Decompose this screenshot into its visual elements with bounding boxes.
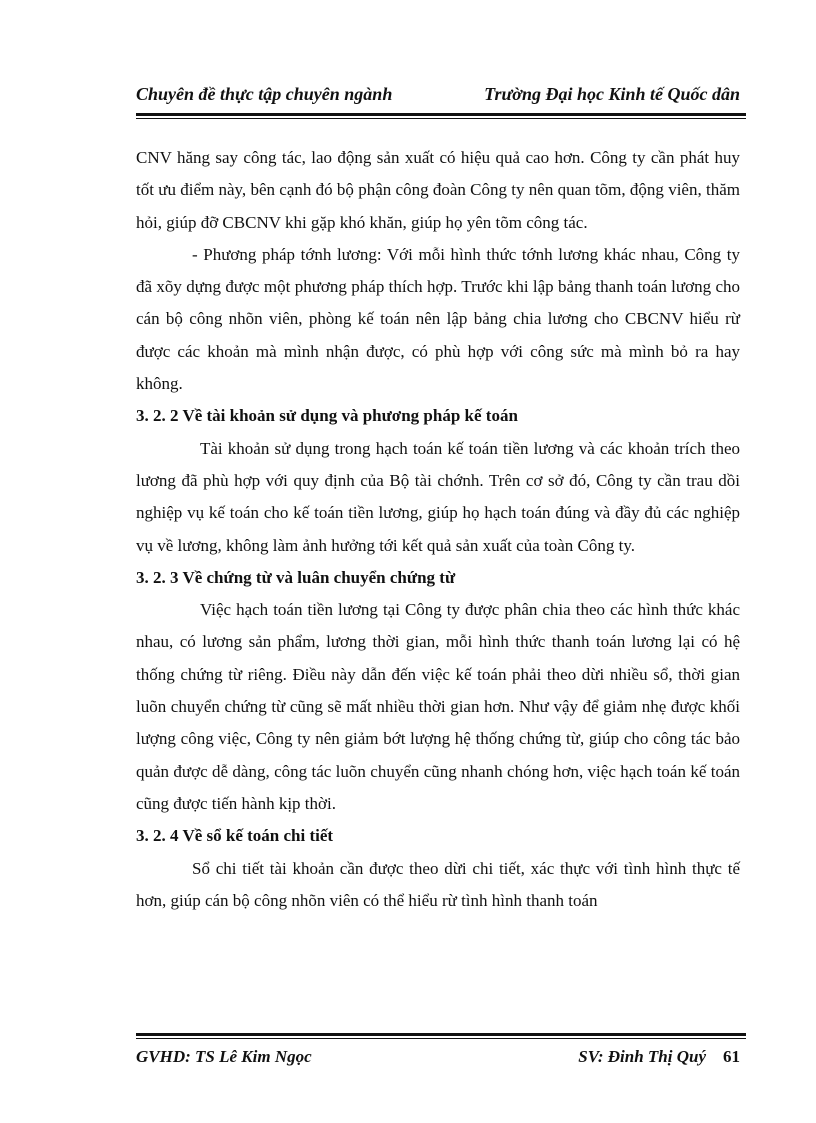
- page-footer: [136, 1047, 740, 1073]
- section-heading-3-2-2: 3. 2. 2 Về tài khoản sử dụng và phương pháp kế toán: [136, 406, 518, 426]
- paragraph-4: Việc hạch toán tiền lương tại Công ty được phân chia theo các hình thức khác nhau, có lương sản phẩm, lương thời gian, mỗi hình thức thanh toán lương lại có hệ thống chứng từ riêng. Điều này dẫn đến việc kế toán phải theo dừi nhiều sổ, thời gian luõn chuyển chứng từ cũng sẽ mất nhiều thời gian hơn. Như vậy để giảm nhẹ được khối lượng công việc, Công ty nên giảm bớt lượng hệ thống chứng từ, giúp cho công tác bảo quản được dễ dàng, công tác luõn chuyển cũng nhanh chóng hơn, việc hạch toán kế toán cũng được tiến hành kịp thời.: [136, 600, 740, 813]
- paragraph-5: Sổ chi tiết tài khoản cần được theo dừi chi tiết, xác thực với tình hình thực tế hơn, giúp cán bộ công nhõn viên có thể hiểu rừ tình hình thanh toán: [136, 858, 740, 910]
- paragraph-3: Tài khoản sử dụng trong hạch toán kế toán tiền lương và các khoản trích theo lương đã phù hợp với quy định của Bộ tài chớnh. Trên cơ sở đó, Công ty cần trau dồi nghiệp vụ kế toán cho kế toán tiền lương, giúp họ hạch toán đúng và đầy đủ các nghiệp vụ về lương, không làm ảnh hưởng tới kết quả sản xuất của toàn Công ty.: [136, 438, 740, 555]
- document-body: [136, 142, 740, 917]
- header-university: Trường Đại học Kinh tế Quốc dân: [484, 84, 740, 104]
- section-heading-3-2-3: 3. 2. 3 Về chứng từ và luân chuyển chứng từ: [136, 567, 456, 587]
- page-header: [136, 84, 740, 112]
- section-heading-3-2-4: 3. 2. 4 Về sổ kế toán chi tiết: [136, 826, 334, 846]
- header-divider: [136, 113, 746, 119]
- footer-divider: [136, 1033, 746, 1039]
- footer-student: SV: Đinh Thị Quý: [578, 1047, 706, 1066]
- page-number: 61: [723, 1047, 740, 1066]
- header-report-title: Chuyên đề thực tập chuyên ngành: [136, 84, 393, 104]
- paragraph-2: - Phương pháp tớnh lương: Với mỗi hình thức tớnh lương khác nhau, Công ty đã xõy dựng được một phương pháp thích hợp. Trước khi lập bảng thanh toán lương cho cán bộ công nhõn viên, phòng kế toán nên lập bảng chia lương cho CBCNV hiểu rừ được các khoản mà mình nhận được, có phù hợp với công sức mà mình bỏ ra hay không.: [136, 244, 740, 394]
- paragraph-1: CNV hăng say công tác, lao động sản xuất có hiệu quả cao hơn. Công ty cần phát huy tốt ưu điểm này, bên cạnh đó bộ phận công đoàn Công ty nên quan tõm, động viên, thăm hỏi, giúp đỡ CBCNV khi gặp khó khăn, giúp họ yên tõm công tác.: [136, 148, 740, 232]
- footer-supervisor: GVHD: TS Lê Kim Ngọc: [136, 1047, 312, 1066]
